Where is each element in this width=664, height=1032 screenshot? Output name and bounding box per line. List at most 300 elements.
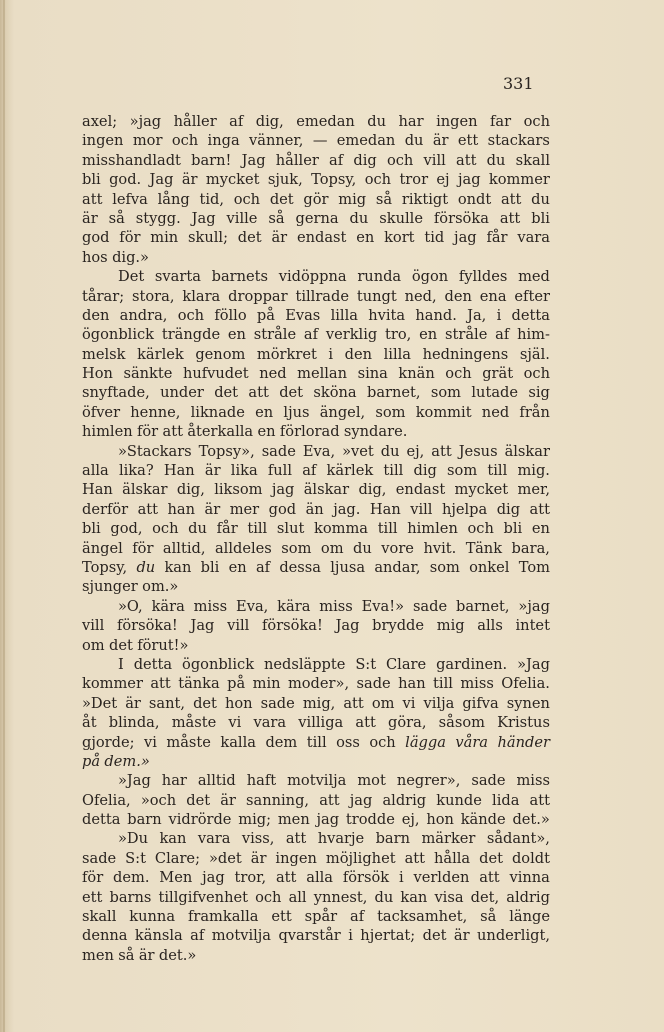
word: är [453, 927, 470, 945]
word: mycket [205, 171, 260, 189]
word: sjuk, [267, 171, 303, 189]
word: bli [531, 209, 550, 227]
word: verklig [325, 326, 378, 344]
text-line [82, 151, 550, 170]
word: hvita [368, 306, 406, 324]
word: motvilja [211, 927, 272, 945]
word: sänkte [123, 365, 173, 383]
word: men [277, 811, 310, 829]
word: försöka! [262, 617, 323, 635]
word: bli [82, 520, 101, 538]
word: håller [173, 113, 217, 130]
word: gerna [295, 209, 339, 227]
paragraph [82, 655, 550, 771]
word: händer [497, 733, 550, 751]
word: ej [436, 171, 450, 189]
word: en [228, 558, 247, 576]
word: får [486, 229, 508, 247]
word: förut!» [137, 636, 189, 654]
word: alla [82, 462, 109, 480]
word: återkalla [187, 423, 254, 441]
word: ned [259, 365, 287, 383]
word: så [375, 190, 393, 208]
word: det [479, 849, 503, 867]
word: af [350, 908, 365, 926]
word: jag [457, 171, 481, 189]
word: »Det [82, 694, 118, 712]
text-line [82, 926, 550, 945]
word: emedan [296, 113, 355, 130]
word: ondt [457, 190, 492, 208]
word: du [188, 520, 207, 538]
word: att [355, 714, 376, 732]
word: är [204, 462, 221, 480]
word: vidrörde [168, 811, 232, 829]
word: vara [197, 830, 231, 848]
word: ej, [401, 811, 420, 829]
word: Han [369, 500, 401, 518]
word: sade [261, 442, 296, 460]
word: kan [159, 830, 187, 848]
word: kan [164, 558, 192, 576]
word: underligt, [477, 927, 550, 945]
word: andar, [374, 558, 421, 576]
word: är [138, 946, 155, 964]
word: dem. [113, 869, 150, 887]
word: Kristus [497, 714, 550, 732]
word: miss [460, 675, 494, 693]
word: efter [514, 287, 550, 305]
word: jag [349, 791, 373, 809]
word: Hon [82, 365, 113, 383]
word: svarta [154, 268, 201, 286]
word: Eva, [236, 597, 269, 615]
word: och [152, 520, 179, 538]
word: verlden [413, 869, 470, 887]
word: under [160, 384, 204, 402]
word: misshandladt [82, 151, 181, 169]
word: han [167, 500, 196, 518]
word: runda [357, 268, 402, 286]
word: barn [375, 830, 411, 848]
word: ingen [436, 113, 478, 130]
word: det [186, 791, 211, 809]
word: af [329, 151, 344, 169]
word: Evas [285, 306, 321, 324]
text-line [82, 868, 550, 887]
word: en [531, 520, 550, 538]
word: detta [82, 811, 121, 829]
word: öfver [82, 403, 121, 421]
word: miss [319, 597, 353, 615]
word: tänka [178, 675, 220, 693]
word: det [237, 229, 262, 247]
word: skall [515, 151, 550, 169]
word: hvarje [317, 830, 365, 848]
word: och [233, 190, 261, 208]
word: ett [82, 888, 103, 906]
word: och [467, 520, 494, 538]
word: Topsy, [311, 171, 357, 189]
word: dig [413, 462, 437, 480]
text-line [82, 771, 550, 790]
text-line [82, 190, 550, 209]
word: om [82, 636, 105, 654]
word: intet [515, 617, 550, 635]
text-line [82, 946, 550, 965]
paragraph [82, 597, 550, 655]
word: hand. [415, 306, 457, 324]
word: och [177, 306, 205, 324]
word: du [349, 209, 369, 227]
text-line [82, 519, 550, 538]
word: riktigt [401, 190, 449, 208]
word: blinda, [108, 714, 160, 732]
word: trodde [345, 811, 395, 829]
word: tårar; [82, 287, 125, 305]
word: god, [110, 520, 143, 538]
word: lutade [471, 384, 519, 402]
word: tror [399, 171, 429, 189]
word: kärlek [137, 345, 184, 363]
text-line [82, 577, 550, 596]
word: du [367, 113, 387, 130]
word: så [108, 209, 125, 227]
word: som [430, 384, 462, 402]
paragraph [82, 829, 550, 965]
word: himlen [82, 423, 133, 441]
text-line [82, 364, 550, 383]
word: till [383, 462, 404, 480]
word: kan [400, 888, 428, 906]
paragraph [82, 112, 550, 267]
word: vill [410, 500, 433, 518]
word: att [431, 442, 452, 460]
word: hjertat; [360, 927, 416, 945]
text-line [82, 131, 550, 150]
word: ned, [404, 287, 437, 305]
word: detta [133, 655, 173, 673]
word: gjorde; [82, 733, 135, 751]
word: »Jag [517, 655, 550, 673]
word: af [495, 326, 510, 344]
word: vore [381, 539, 414, 557]
word: Tänk [465, 539, 503, 557]
text-line [82, 733, 550, 752]
word: Jesus [458, 442, 498, 460]
word: lika? [118, 462, 154, 480]
word: stora, [132, 287, 175, 305]
word: tro, [385, 326, 412, 344]
paragraph [82, 267, 550, 442]
word: i [398, 869, 404, 887]
word: att [529, 791, 550, 809]
word: mig. [517, 462, 550, 480]
word: men [82, 946, 114, 964]
word: inga [207, 132, 240, 150]
word: ett [271, 908, 292, 926]
word: hålla [434, 849, 471, 867]
word: S:t [125, 849, 146, 867]
word: att [137, 500, 159, 518]
word: vilja [423, 694, 455, 712]
word: Han [82, 481, 113, 499]
word: emedan [336, 132, 396, 150]
word: alltid [197, 772, 236, 790]
word: slut [276, 520, 305, 538]
word: hjelpa [441, 500, 488, 518]
paragraph [82, 771, 550, 829]
word: i [348, 927, 353, 945]
word: viss, [241, 830, 275, 848]
word: melsk [82, 345, 126, 363]
word: en [356, 229, 375, 247]
word: S:t [355, 655, 377, 673]
word: det [193, 694, 217, 712]
word: Jag [241, 151, 266, 169]
word: och [386, 151, 414, 169]
word: den [82, 306, 110, 324]
word: och [171, 132, 199, 150]
word: våra [455, 733, 489, 751]
text-line [82, 170, 550, 189]
word: Ofelia. [501, 675, 550, 693]
word: af [255, 558, 271, 576]
word: stygg. [135, 209, 181, 227]
word: du [136, 558, 156, 576]
word: derför [82, 500, 129, 518]
word: att [404, 849, 426, 867]
word: kalla [220, 733, 256, 751]
word: mot [357, 772, 386, 790]
word: sade [260, 694, 295, 712]
word: sade [356, 675, 391, 693]
word: klara [182, 287, 221, 305]
word: för [136, 423, 159, 441]
word: spår [304, 908, 338, 926]
word: Tom [518, 558, 550, 576]
word: kände [460, 811, 506, 829]
word: älskar [122, 481, 168, 499]
word: mörkret [256, 345, 317, 363]
word: att [319, 791, 340, 809]
word: »Jag [118, 772, 151, 790]
word: far [490, 113, 512, 130]
word: för [82, 869, 104, 887]
word: ängel, [319, 403, 366, 421]
word: sjunger [82, 578, 138, 596]
word: jag. [333, 500, 361, 518]
word: du [404, 132, 424, 150]
text-line [82, 500, 550, 519]
word: ögonblick [182, 655, 255, 673]
word: och [445, 365, 472, 383]
word: dig, [255, 113, 284, 130]
word: än [305, 500, 324, 518]
word: till [433, 675, 453, 693]
word: har [398, 113, 424, 130]
word: Jag [191, 209, 216, 227]
word: hos [82, 248, 108, 266]
word: vi [228, 714, 242, 732]
word: och [369, 733, 396, 751]
text-line [82, 325, 550, 344]
word: mycket [454, 481, 509, 499]
word: såsom [438, 714, 485, 732]
word: med [518, 268, 550, 286]
word: försöka [433, 209, 489, 227]
word: lida [492, 791, 520, 809]
text-line [82, 597, 550, 616]
word: och [523, 113, 550, 130]
word: syndare. [343, 423, 408, 441]
word: stråle [445, 326, 488, 344]
word: af [303, 326, 319, 344]
word: gardinen. [436, 655, 508, 673]
text-line [82, 752, 550, 771]
word: miss [193, 597, 228, 615]
word: Jag [149, 171, 174, 189]
word: ett [457, 132, 479, 150]
word: »jag [129, 113, 162, 130]
word: det.» [158, 946, 197, 964]
word: är [432, 132, 449, 150]
word: kommer [82, 675, 143, 693]
word: oss [336, 733, 360, 751]
text-line [82, 791, 550, 810]
word: till [487, 462, 508, 480]
word: hon [224, 694, 253, 712]
text-line [82, 442, 550, 461]
word: af [190, 927, 205, 945]
word: barn [127, 811, 162, 829]
word: miss [516, 772, 550, 790]
word: förlorad [279, 423, 340, 441]
word: har [161, 772, 187, 790]
text-line [82, 849, 550, 868]
word: Jag [335, 617, 360, 635]
word: det, [470, 888, 500, 906]
word: barns [109, 888, 152, 906]
word: vidöppna [278, 268, 347, 286]
word: himlen [407, 520, 458, 538]
word: tungt [356, 287, 397, 305]
text-line [82, 287, 550, 306]
word: droppar [228, 287, 288, 305]
word: I [118, 655, 124, 673]
word: kärlek [326, 462, 374, 480]
word: alla [306, 869, 333, 887]
word: den [344, 345, 373, 363]
word: måste [166, 733, 211, 751]
text-line [82, 694, 550, 713]
word: ville [226, 209, 258, 227]
word: du [353, 539, 372, 557]
word: sade [82, 849, 117, 867]
word: Han [163, 462, 195, 480]
word: är [250, 849, 267, 867]
word: håller [275, 151, 319, 169]
word: och [523, 365, 550, 383]
word: försöka! [116, 617, 178, 635]
word: det [214, 384, 239, 402]
word: hufvudet [182, 365, 249, 383]
word: stråle [253, 326, 297, 344]
word: så [268, 209, 285, 227]
word: tacksamhet, [377, 908, 468, 926]
word: det [422, 927, 447, 945]
word: Topsy», [198, 442, 255, 460]
word: negrer», [396, 772, 461, 790]
word: den [444, 287, 472, 305]
word: ingen [82, 132, 124, 150]
word: trängde [161, 326, 221, 344]
word: vill [227, 617, 250, 635]
word: qvarstår [278, 927, 341, 945]
word: lika [230, 462, 258, 480]
word: alldeles [214, 539, 272, 557]
word: att [275, 869, 297, 887]
word: ynnest, [313, 888, 368, 906]
word: fylldes [458, 268, 508, 286]
word: är [181, 171, 198, 189]
word: jag [202, 869, 225, 887]
word: »och [140, 791, 177, 809]
word: själ. [519, 345, 550, 363]
word: Eva, [302, 442, 336, 460]
word: god. [109, 171, 142, 189]
word: andra, [119, 306, 168, 324]
word: vänner, [249, 132, 304, 150]
word: henne, [130, 403, 181, 421]
word: att [248, 384, 269, 402]
word: liksom [214, 481, 263, 499]
word: dem.» [104, 752, 150, 770]
text-line [82, 209, 550, 228]
word: att [529, 500, 550, 518]
word: så [118, 946, 135, 964]
word: sant, [148, 694, 186, 712]
word: kort [384, 229, 415, 247]
word: lilla [383, 345, 411, 363]
word: axel; [82, 113, 118, 130]
word: visa [434, 888, 464, 906]
word: är [204, 500, 221, 518]
word: sanning, [246, 791, 310, 809]
word: dig [353, 151, 377, 169]
word: som [429, 558, 460, 576]
word: bli [200, 558, 220, 576]
word: sina [357, 365, 388, 383]
word: »O, [118, 597, 143, 615]
word: Ofelia, [82, 791, 131, 809]
word: mer [229, 500, 260, 518]
word: lång [157, 190, 190, 208]
word: — [312, 132, 328, 150]
word: sade [412, 597, 448, 615]
word: Eva!» [361, 597, 405, 615]
word: länge [509, 908, 550, 926]
word: Det [118, 268, 145, 286]
word: »vet [342, 442, 374, 460]
word: sig [528, 384, 550, 402]
word: möjlighet [325, 849, 396, 867]
text-line [82, 306, 550, 325]
word: haft [246, 772, 277, 790]
word: detta [511, 306, 550, 324]
word: onkel [469, 558, 510, 576]
word: för [119, 229, 141, 247]
